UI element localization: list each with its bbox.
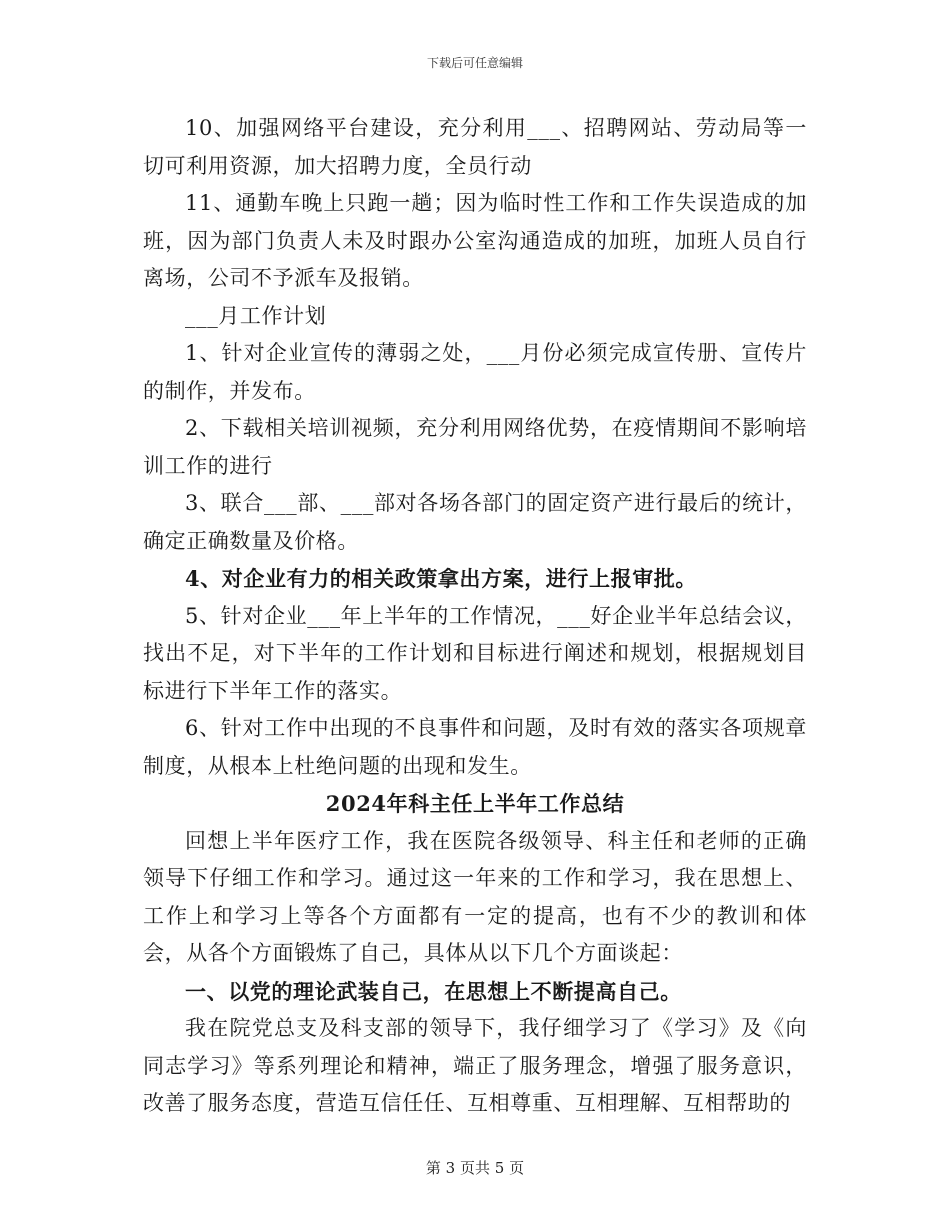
- section-1-paragraph: 我在院党总支及科支部的领导下，我仔细学习了《学习》及《向同志学习》等系列理论和精神，端正了服务理念，增强了服务意识，改善了服务态度，营造互信任任、互相尊重、互相理解、互相帮助的: [143, 1016, 807, 1115]
- page-header: 下载后可任意编辑: [426, 56, 523, 70]
- plan-item-3: 3、联合___部、___部对各场各部门的固定资产进行最后的统计，确定正确数量及价格。: [143, 491, 807, 553]
- section-heading-month-plan: ___月工作计划: [185, 303, 327, 328]
- intro-paragraph: 回想上半年医疗工作，我在医院各级领导、科主任和老师的正确领导下仔细工作和学习。通过这一年来的工作和学习，我在思想上、工作上和学习上等各个方面都有一定的提高，也有不少的教训和体会，从各个方面锻炼了自己，具体从以下几个方面谈起：: [143, 828, 807, 965]
- section-heading-1: 一、以党的理论武装自己，在思想上不断提高自己。: [185, 978, 682, 1004]
- plan-item-6: 6、针对工作中出现的不良事件和问题，及时有效的落实各项规章制度，从根本上杜绝问题的出现和发生。: [143, 716, 807, 778]
- plan-item-4: 4、对企业有力的相关政策拿出方案，进行上报审批。: [185, 566, 698, 591]
- document-title: 2024年科主任上半年工作总结: [325, 791, 625, 816]
- page-footer: 第 3 页共 5 页: [425, 1159, 525, 1177]
- document-body: [143, 110, 807, 1123]
- plan-item-1: 1、针对企业宣传的薄弱之处，___月份必须完成宣传册、宣传片的制作，并发布。: [143, 341, 807, 403]
- plan-item-2: 2、下载相关培训视频，充分利用网络优势，在疫情期间不影响培训工作的进行: [143, 416, 807, 478]
- plan-item-5: 5、针对企业___年上半年的工作情况，___好企业半年总结会议，找出不足，对下半年的工作计划和目标进行阐述和规划，根据规划目标进行下半年工作的落实。: [143, 603, 807, 703]
- paragraph-item-10: 10、加强网络平台建设，充分利用___、招聘网站、劳动局等一切可利用资源，加大招聘力度，全员行动: [143, 116, 807, 178]
- paragraph-item-11: 11、通勤车晚上只跑一趟；因为临时性工作和工作失误造成的加班，因为部门负责人未及时跟办公室沟通造成的加班，加班人员自行离场，公司不予派车及报销。: [143, 191, 807, 290]
